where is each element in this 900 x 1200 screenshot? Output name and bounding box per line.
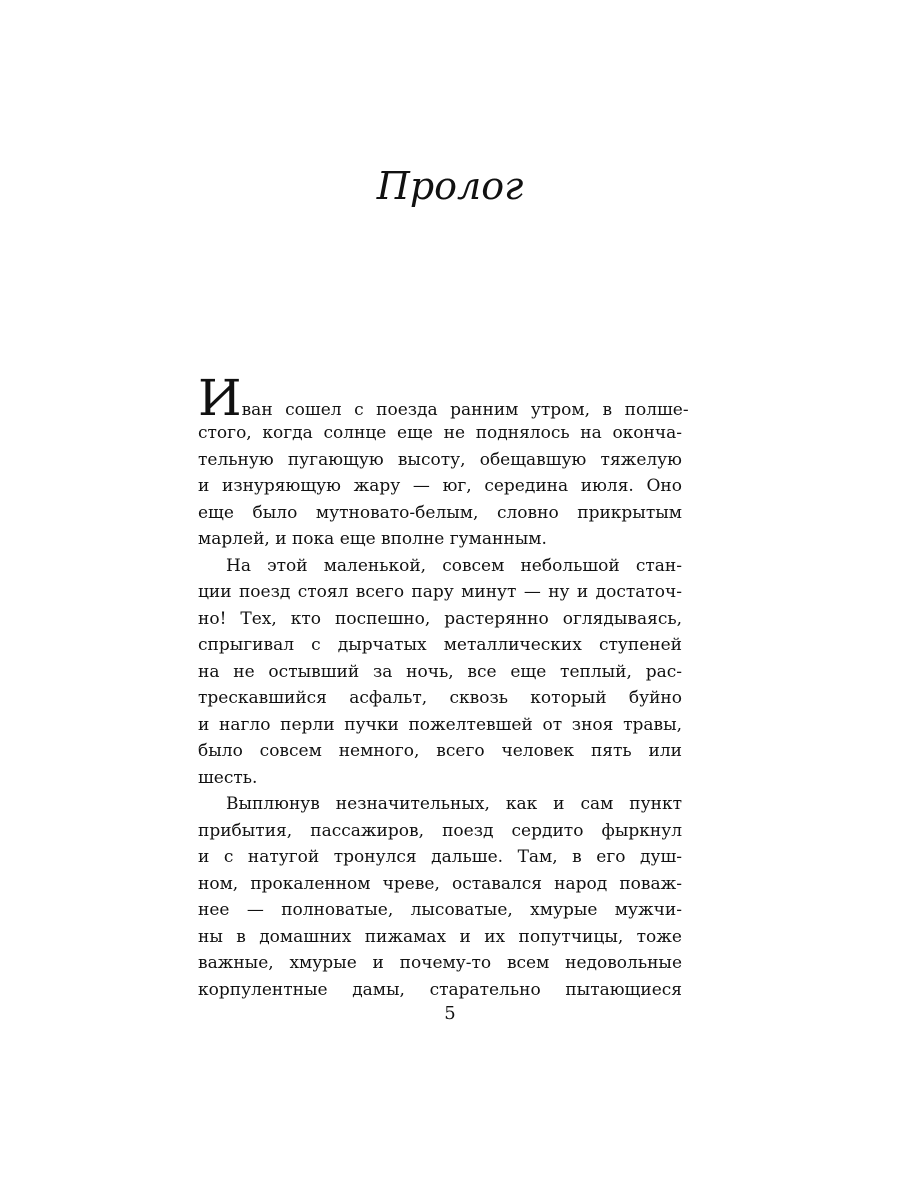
text-line: прибытия, пассажиров, поезд сердито фыркнул (198, 820, 682, 841)
first-line-text: ван сошел с поезда ранним утром, в полше- (241, 400, 689, 420)
drop-cap: И (198, 369, 242, 427)
text-line: тельную пугающую высоту, обещавшую тяжелую (198, 449, 682, 470)
text-line: марлей, и пока еще вполне гуманным. (198, 529, 547, 549)
page-number: 5 (444, 1003, 456, 1024)
text-line: и с натугой тронулся дальше. Там, в его душ- (198, 847, 682, 867)
text-line: Выплюнув незначительных, как и сам пункт (226, 794, 682, 814)
text-line: стого, когда солнце еще не поднялось на оконча- (198, 423, 682, 443)
text-line: и нагло перли пучки пожелтевшей от зноя травы, (198, 714, 682, 735)
body-text (198, 369, 689, 1003)
text-line: важные, хмурые и почему-то всем недовольные (198, 953, 682, 973)
chapter-title: Пролог (376, 164, 524, 208)
text-line: трескавшийся асфальт, сквозь который буйно (198, 688, 682, 708)
text-line: на не остывший за ночь, все еще теплый, рас- (198, 661, 682, 682)
paragraph-3 (198, 791, 682, 1003)
text-line: корпулентные дамы, старательно пытающиеся (198, 979, 682, 1000)
text-line: ном, прокаленном чреве, оставался народ поваж- (198, 873, 682, 894)
text-line: ны в домашних пижамах и их попутчицы, тоже (198, 926, 682, 947)
text-line: еще было мутновато-белым, словно прикрытым (198, 502, 682, 523)
text-line: но! Тех, кто поспешно, растерянно оглядываясь, (198, 608, 682, 629)
text-line: было совсем немного, всего человек пять или (198, 741, 682, 761)
text-line: и изнуряющую жару — юг, середина июля. Оно (198, 476, 682, 496)
text-line: ции поезд стоял всего пару минут — ну и достаточ- (198, 582, 682, 602)
paragraph-2 (198, 553, 682, 792)
text-line: На этой маленькой, совсем небольшой стан- (226, 555, 682, 576)
text-line: шесть. (198, 767, 258, 788)
text-line: нее — полноватые, лысоватые, хмурые мужчи- (198, 900, 682, 920)
paragraph-1 (198, 369, 689, 553)
text-line: спрыгивал с дырчатых металлических ступеней (198, 635, 682, 655)
dropcap-line (198, 369, 689, 427)
